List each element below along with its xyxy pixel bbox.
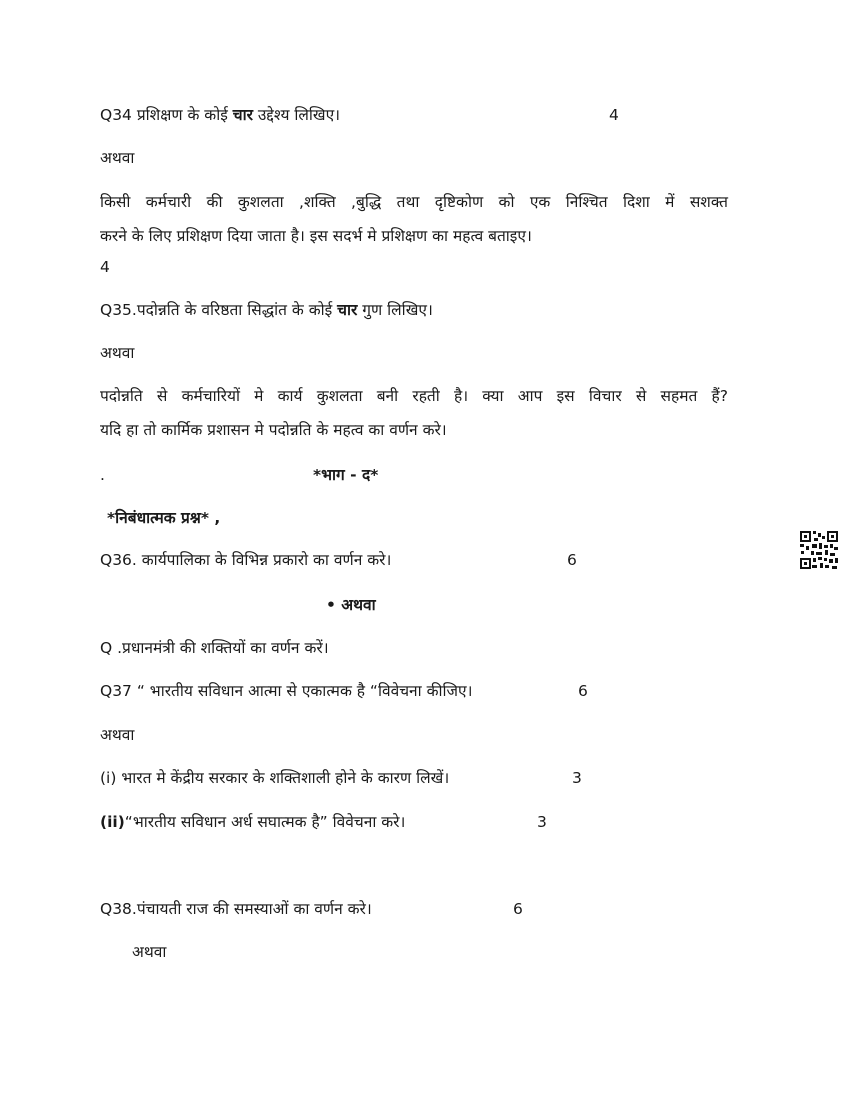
q34-marks: 4 <box>609 106 619 124</box>
q37-sub-ii-text: “भारतीय सविधान अर्ध सघात्मक है” विवेचना करे। <box>124 813 406 831</box>
q37-sub-i-number: (i) <box>100 769 117 787</box>
section-subtitle: *निबंधात्मक प्रश्न* , <box>107 509 221 527</box>
q37-or-label: अथवा <box>100 726 135 744</box>
q36-marks: 6 <box>567 551 577 569</box>
q37-sub-ii <box>100 812 405 832</box>
q36-alt-question: Q .प्रधानमंत्री की शक्तियों का वर्णन करें। <box>100 639 329 657</box>
q38-question: Q38.पंचायती राज की समस्याओं का वर्णन करे। <box>100 900 372 918</box>
q34-question <box>100 105 340 125</box>
section-title: *भाग - द* <box>313 466 379 484</box>
stray-dot: . <box>100 466 105 484</box>
q34-text-end: उद्देश्य लिखिए। <box>252 106 341 124</box>
q36-question: Q36. कार्यपालिका के विभिन्न प्रकारो का वर्णन करे। <box>100 551 392 569</box>
q34-alt-question-line2: करने के लिए प्रशिक्षण दिया जाता है। इस सदर्भ मे प्रशिक्षण का महत्व बताइए। <box>100 227 532 245</box>
q38-or-label: अथवा <box>132 943 167 961</box>
q35-alt-question-line1: पदोन्नति से कर्मचारियों मे कार्य कुशलता बनी रहती है। क्या आप इस विचार से सहमत हैं? <box>100 387 728 405</box>
q38-marks: 6 <box>513 900 523 918</box>
q37-marks: 6 <box>578 682 588 700</box>
q35-question <box>100 300 433 320</box>
q37-sub-i-marks: 3 <box>572 769 582 787</box>
q37-sub-ii-marks: 3 <box>537 813 547 831</box>
q34-bold-word: चार <box>232 106 253 124</box>
q34-alt-marks: 4 <box>100 258 110 276</box>
q34-or-label: अथवा <box>100 149 135 167</box>
q35-or-label: अथवा <box>100 344 135 362</box>
q36-or-label: • अथवा <box>326 596 376 614</box>
q35-alt-question-line2: यदि हा तो कार्मिक प्रशासन मे पदोन्नति के महत्व का वर्णन करे। <box>100 421 447 439</box>
q34-alt-question-line1: किसी कर्मचारी की कुशलता ,शक्ति ,बुद्धि तथा दृष्टिकोण को एक निश्चित दिशा में सशक्त <box>100 193 728 211</box>
qr-code-icon <box>799 530 839 570</box>
q35-text: Q35.पदोन्नति के वरिष्ठता सिद्धांत के कोई <box>100 301 338 319</box>
q37-sub-i <box>100 768 449 788</box>
q37-question: Q37 “ भारतीय सविधान आत्मा से एकात्मक है “विवेचना कीजिए। <box>100 682 473 700</box>
q34-text: Q34 प्रशिक्षण के कोई <box>100 106 233 124</box>
q37-sub-i-text: भारत मे केंद्रीय सरकार के शक्तिशाली होने के कारण लिखें। <box>116 769 450 787</box>
q35-bold-word: चार <box>337 301 358 319</box>
q37-sub-ii-number: (ii) <box>100 813 125 831</box>
q35-text-end: गुण लिखिए। <box>357 301 433 319</box>
